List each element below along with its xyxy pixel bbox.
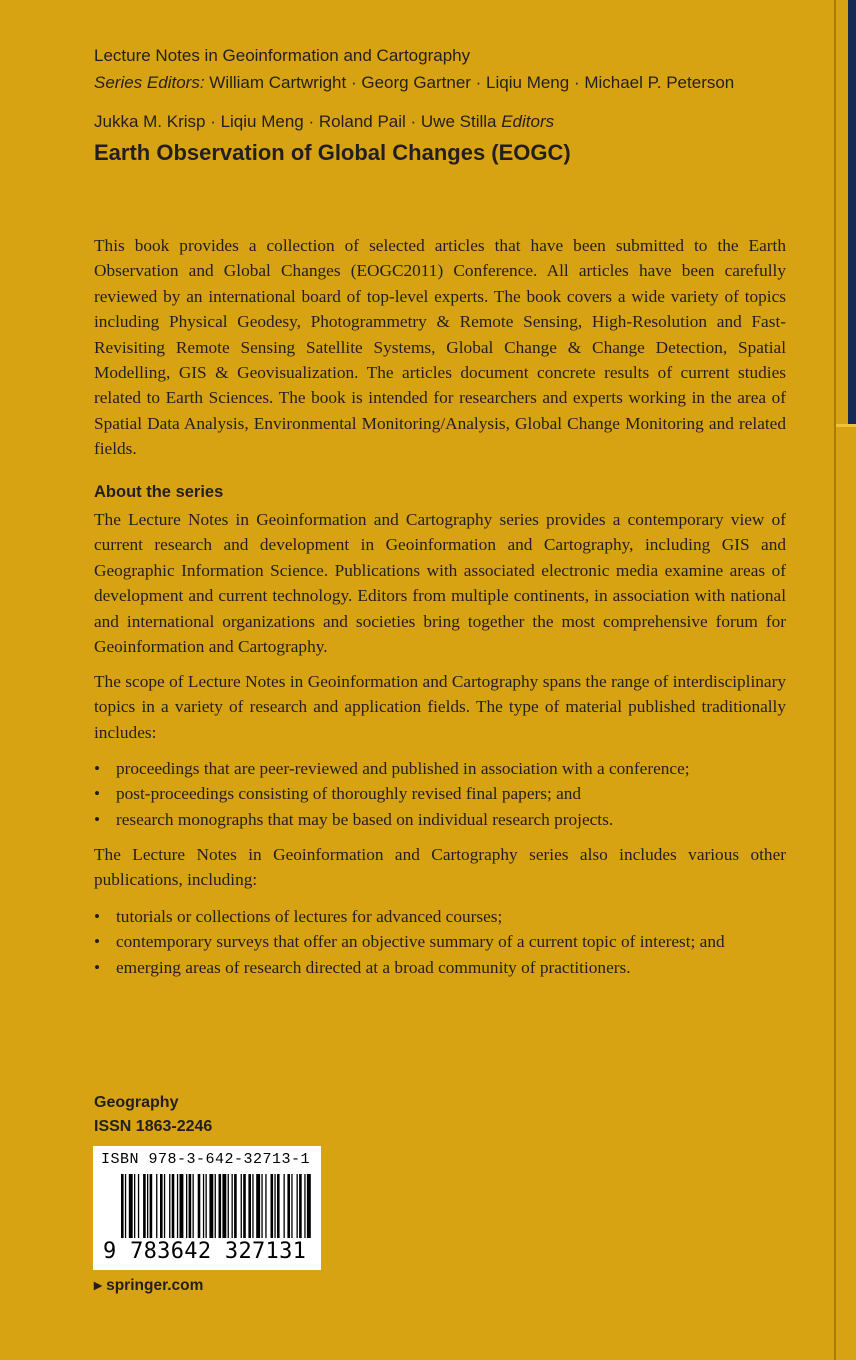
barcode-bar [180,1174,184,1238]
list-item [94,929,786,954]
spine-band [848,0,856,425]
barcode-bar [265,1174,266,1238]
list-item [94,955,786,980]
barcode-bar [193,1174,194,1238]
list-item-text: emerging areas of research directed at a broad community of practitioners. [116,957,631,977]
about-series-paragraph-1: The Lecture Notes in Geoinformation and Cartography series provides a contemporary view of current research and development in Geoinformation and Cartography, including GIS and Geographic Information Science. Publications with associated electronic media examine areas of development and current technology. Editors from multiple continents, in association with national and international organizations and societies bring together the most comprehensive forum for Geoinformation and Cartography. [94,510,786,657]
barcode-bar [297,1174,298,1238]
list-item-text: post-proceedings consisting of thoroughly revised final papers; and [116,784,582,804]
barcode-bar [215,1174,216,1238]
list-item [94,904,786,929]
about-series-heading: About the series [94,483,224,501]
barcode-bar [222,1174,226,1238]
barcode-bar [252,1174,253,1238]
isbn-label: ISBN 978-3-642-32713-1 [101,1151,311,1168]
book-description: This book provides a collection of selected articles that have been submitted to the Earth Observation and Global Changes (EOGC2011) Conference. All articles have been carefully reviewed by an international board of top-level experts. The book covers a wide variety of topics including Physical Geodesy, Photogrammetry & Remote Sensing, High-Resolution and Fast-Revisiting Remote Sensing Satellite Systems, Global Change & Change Detection, Spatial Modelling, GIS & Geovisualization. The articles document concrete results of current studies related to Earth Sciences. The book is intended for researchers and experts working in the area of Spatial Data Analysis, Environmental Monitoring/Analysis, Global Change Monitoring and related fields. [94,236,786,459]
bullet: • [94,759,101,778]
material-list [94,756,786,832]
barcode-bar [243,1174,246,1238]
barcode-bar [186,1174,187,1238]
bullet: • [94,784,101,804]
spine-edge [834,0,836,1360]
barcode-bar [203,1174,204,1238]
barcode-bar [177,1174,178,1238]
barcode-bar [256,1174,260,1238]
barcode-bar [241,1174,242,1238]
list-item-text: tutorials or collections of lectures for advanced courses; [116,907,503,926]
barcode-bar [121,1174,124,1238]
barcode-bar [125,1174,126,1238]
list-item-text: proceedings that are peer-reviewed and published in association with a conference; [116,759,690,778]
book-editors-names: Jukka M. Krisp · Liqiu Meng · Roland Pail · Uwe Stilla [94,112,497,131]
barcode-bar [261,1174,262,1238]
barcode-bar [304,1174,305,1238]
barcode-bar [219,1174,222,1238]
barcode-bar [160,1174,163,1238]
publisher-website[interactable] [94,1276,203,1295]
list-item [94,781,786,806]
barcode-bar [150,1174,153,1238]
barcode-bar [147,1174,148,1238]
book-editors-line [94,112,554,132]
barcode-bar [169,1174,170,1238]
barcode-bar [287,1174,290,1238]
list-item [94,756,786,781]
subject-category: Geography [94,1094,179,1111]
barcode-digits: 9 783642 327131 [103,1239,307,1264]
publications-list [94,904,786,980]
bullet: • [94,907,101,926]
barcode-bar [232,1174,233,1238]
barcode-bar [248,1174,251,1238]
barcode-bar [234,1174,237,1238]
issn-number: ISSN 1863-2246 [94,1118,213,1135]
about-series-paragraph-2: The scope of Lecture Notes in Geoinformation and Cartography spans the range of interdisciplinary topics in a variety of research and application fields. The type of material published traditionally includes: [94,672,786,742]
barcode-bar [291,1174,292,1238]
barcode-bar [198,1174,201,1238]
barcode-bar [277,1174,280,1238]
barcode-bar [271,1174,274,1238]
barcode-bar [209,1174,213,1238]
barcode-bar [172,1174,175,1238]
bullet: • [94,957,101,977]
series-editors-label: Series Editors: [94,73,205,92]
barcode-bar [284,1174,285,1238]
barcode-bar [307,1174,311,1238]
website-link[interactable]: springer.com [106,1277,204,1294]
list-item-text: contemporary surveys that offer an objective summary of a current topic of interest; and [116,932,725,952]
list-item [94,807,786,832]
barcode-bar [189,1174,192,1238]
barcode-bar [134,1174,135,1238]
bullet: • [94,932,101,952]
barcode-bar [299,1174,302,1238]
barcode-bar [143,1174,146,1238]
bullet: • [94,809,101,829]
series-editors-line [94,73,734,93]
series-title: Lecture Notes in Geoinformation and Cartography [94,46,471,65]
barcode-bar [206,1174,207,1238]
list-item-text: research monographs that may be based on individual research projects. [116,809,614,829]
barcode-bar [138,1174,139,1238]
barcode-bar [129,1174,133,1238]
series-editors-names: William Cartwright · Georg Gartner · Liqiu Meng · Michael P. Peterson [209,73,735,92]
arrow-icon: ▸ [94,1277,102,1294]
about-series-paragraph-3: The Lecture Notes in Geoinformation and Cartography series also includes various other publications, including: [94,845,786,890]
barcode-bar [164,1174,165,1238]
barcode-bars [93,1174,321,1246]
barcode-bar [156,1174,157,1238]
barcode [93,1146,321,1270]
book-editors-label: Editors [501,112,555,131]
book-title: Earth Observation of Global Changes (EOGC) [94,140,571,165]
barcode-bar [274,1174,275,1238]
barcode-bar [228,1174,229,1238]
spine-accent-line [836,424,856,427]
